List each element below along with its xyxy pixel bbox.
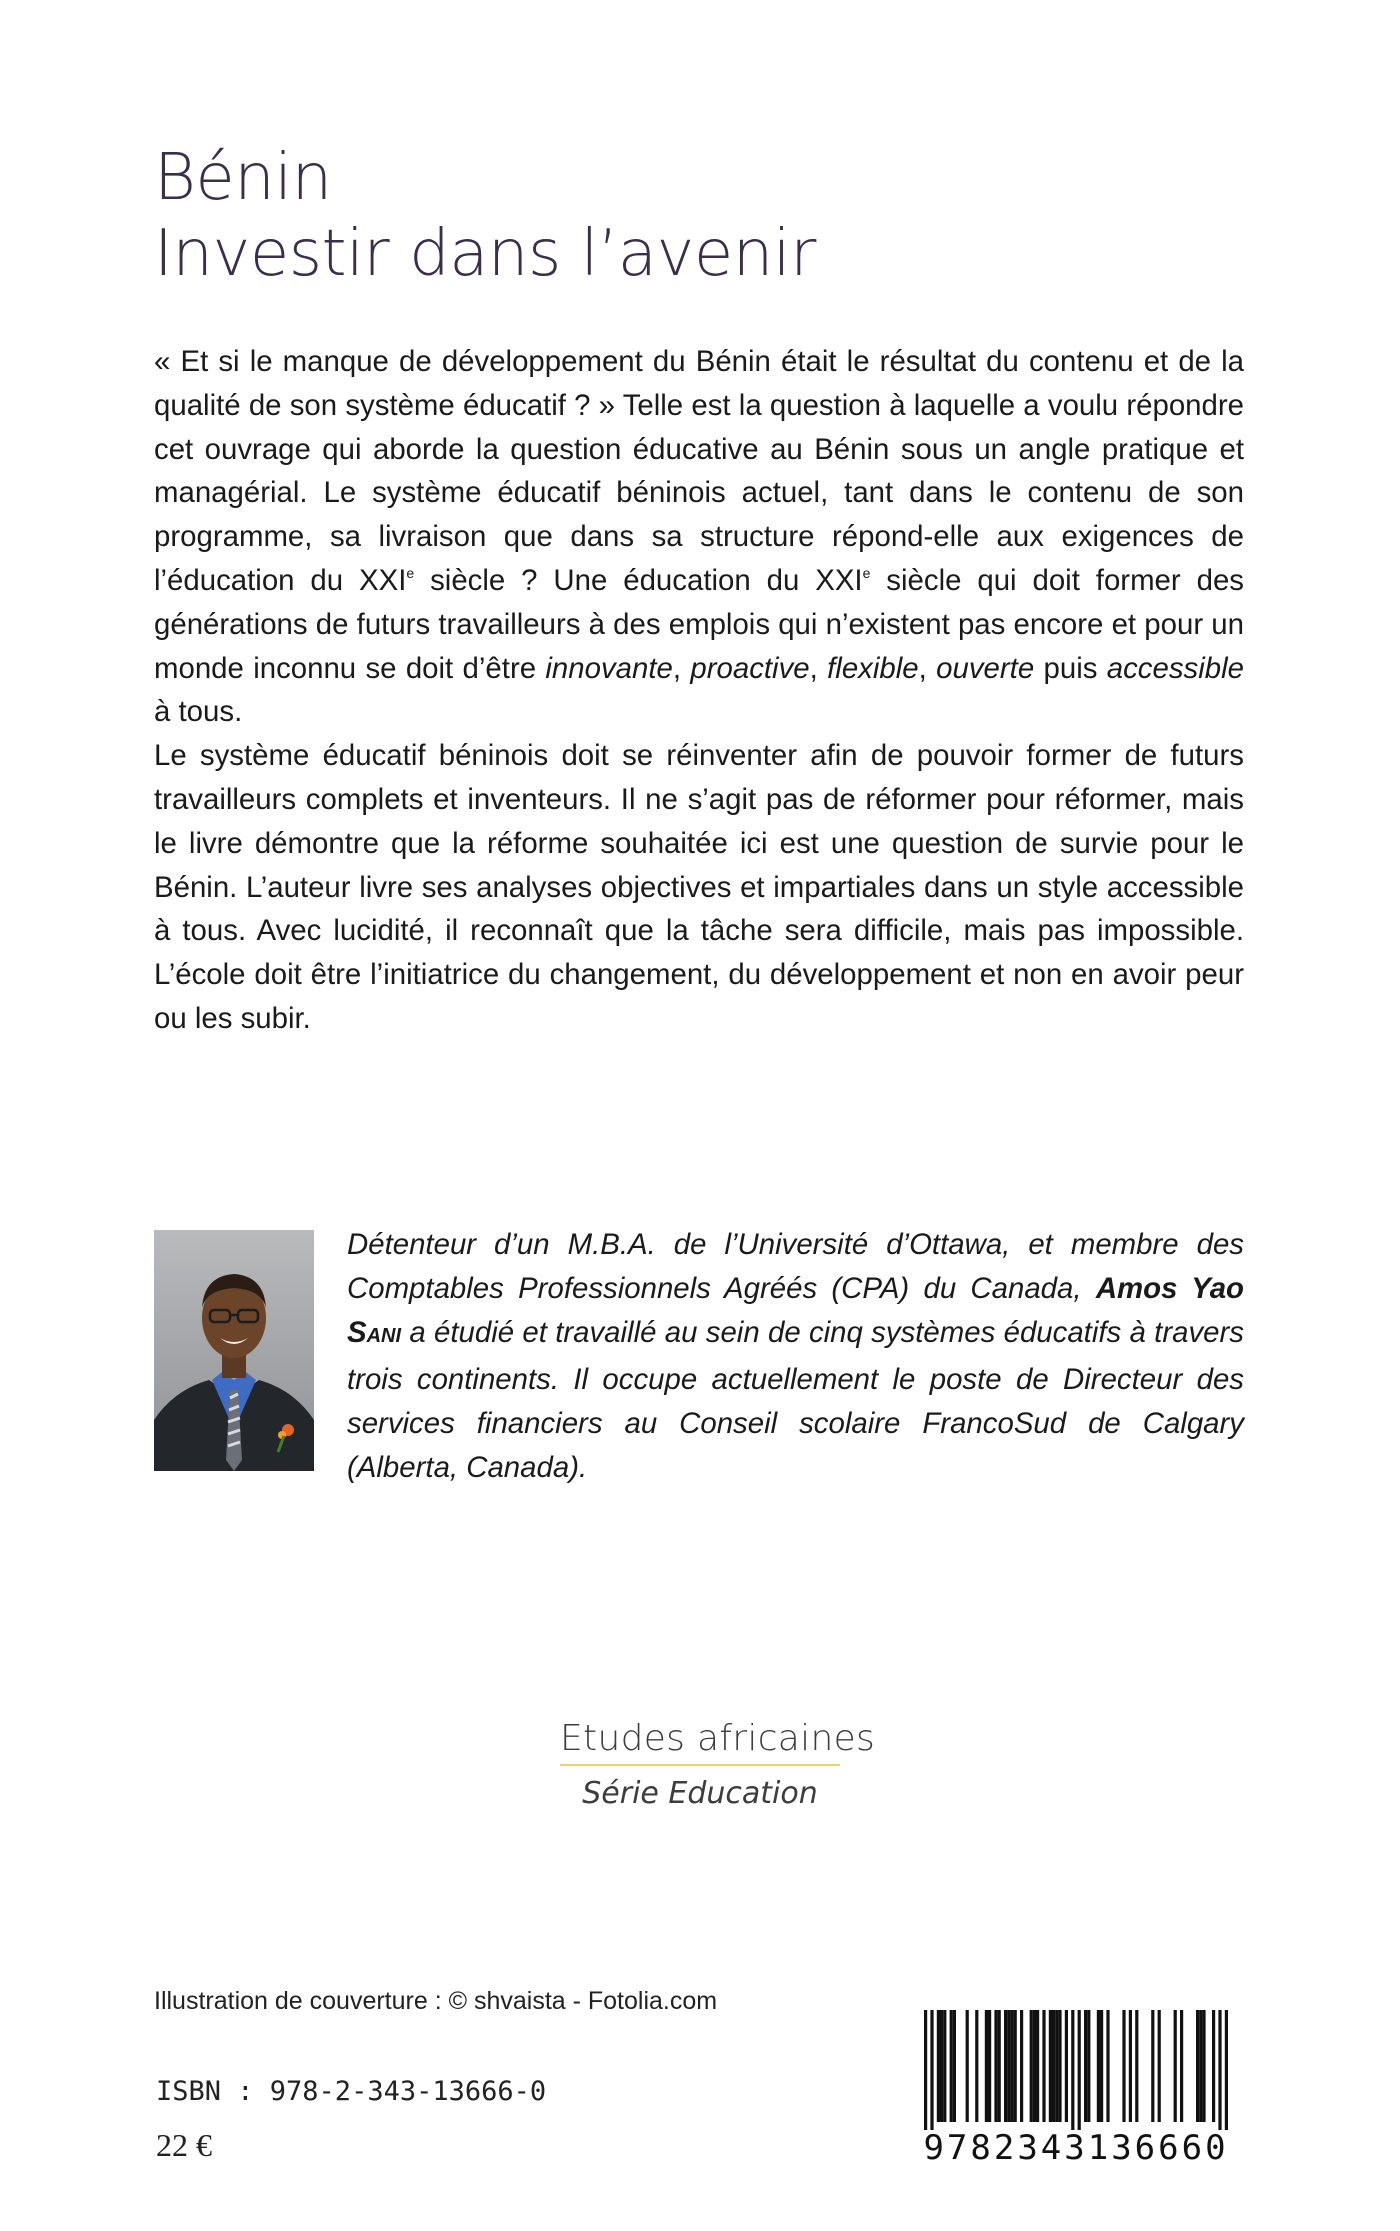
barcode-bar xyxy=(1218,2010,1221,2130)
back-cover-blurb xyxy=(154,340,1244,1041)
blurb-text: à tous. xyxy=(154,695,243,729)
barcode-bar xyxy=(998,2010,1001,2122)
barcode-bar xyxy=(1049,2010,1052,2122)
emphasis: proactive xyxy=(690,651,810,685)
barcode-bar xyxy=(1100,2010,1103,2122)
barcode-bar xyxy=(1052,2010,1055,2122)
series-name: Etudes africaines xyxy=(560,1718,876,1759)
book-title xyxy=(154,140,816,292)
emphasis: accessible xyxy=(1106,651,1244,685)
superscript: e xyxy=(862,564,871,581)
blurb-text: siècle ? Une éducation du XXI xyxy=(414,563,863,597)
author-first-name: Amos Yao xyxy=(1095,1271,1245,1305)
separator: , xyxy=(672,651,691,685)
author-photo xyxy=(154,1230,314,1471)
author-bio xyxy=(347,1223,1244,1490)
series-divider xyxy=(560,1764,840,1766)
barcode-bar xyxy=(1007,2010,1010,2122)
barcode-bar xyxy=(1020,2010,1023,2122)
barcode-bar xyxy=(937,2010,940,2122)
barcode-bar xyxy=(953,2010,956,2122)
series-logo xyxy=(560,1716,876,1814)
blurb-text: siècle qui doit former des générations de futurs travailleurs à des emplois qui n’existent pas encore et pour un monde inconnu se doit d’être xyxy=(154,563,1244,685)
barcode-bar xyxy=(1010,2010,1013,2122)
title-line-2: Investir dans l’avenir xyxy=(154,217,816,291)
title-line-1: Bénin xyxy=(154,141,332,215)
barcode-bar xyxy=(1202,2010,1205,2122)
barcode-bar xyxy=(994,2010,997,2122)
barcode-bar xyxy=(1225,2010,1228,2130)
cover-credit: Illustration de couverture : © shvaista - Fotolia.com xyxy=(154,1987,718,2015)
barcode-bar xyxy=(1014,2010,1017,2122)
author-last-initial: S xyxy=(347,1315,367,1349)
superscript: e xyxy=(406,564,415,581)
separator: , xyxy=(918,651,937,685)
barcode-bar xyxy=(1122,2010,1125,2122)
emphasis: ouverte xyxy=(936,651,1035,685)
bio-text: Détenteur d’un M.B.A. de l’Université d’Ottawa, et membre des Comptables Professionnels Agréés (CPA) du Canada, xyxy=(347,1228,1244,1305)
blurb-text: « Et si le manque de développement du Bénin était le résultat du contenu et de la qualité de son système éducatif ? » Telle est la question à laquelle a voulu répondre cet ouvrage qui aborde la question éducative au Bénin sous un angle pratique et managérial. Le système éducatif béninois actuel, tant dans le contenu de son programme, sa livraison que dans sa structure répond-elle aux exigences de l’éducation du XXI xyxy=(154,345,1244,597)
barcode-bar xyxy=(1174,2010,1177,2122)
barcode-bar xyxy=(1106,2010,1109,2122)
isbn: ISBN : 978-2-343-13666-0 xyxy=(156,2076,547,2107)
barcode-bar xyxy=(950,2010,953,2122)
barcode-digits: 9782343136660 xyxy=(923,2128,1229,2166)
barcode-bar xyxy=(924,2010,927,2130)
barcode-bar xyxy=(1087,2010,1090,2122)
barcode-bar xyxy=(943,2010,946,2122)
barcode-bar xyxy=(1078,2010,1081,2130)
blurb-paragraph-1 xyxy=(154,340,1244,734)
barcode-bar xyxy=(1004,2010,1007,2122)
barcode-bar xyxy=(1135,2010,1138,2122)
barcode-bar xyxy=(1033,2010,1036,2122)
barcode-bar xyxy=(975,2010,978,2122)
blurb-paragraph-2: Le système éducatif béninois doit se réinventer afin de pouvoir former de futurs travailleurs complets et inventeurs. Il ne s’agit pas de réformer pour réformer, mais le livre démontre que la réforme souhaitée ici est une question de survie pour le Bénin. L’auteur livre ses analyses objectives et impartiales dans un style accessible à tous. Avec lucidité, il reconnaît que la tâche sera difficile, mais pas impossible. L’école doit être l’initiatrice du changement, du développement et non en avoir peur ou les subir. xyxy=(154,739,1244,1035)
barcode-bar xyxy=(1158,2010,1161,2122)
barcode-bar xyxy=(1084,2010,1087,2122)
author-last-rest: ANI xyxy=(366,1324,402,1347)
barcode-bar xyxy=(1097,2010,1100,2122)
barcode-bar xyxy=(988,2010,991,2122)
barcode-bar xyxy=(1071,2010,1074,2130)
barcode-bar xyxy=(930,2010,933,2130)
barcode-bar xyxy=(1151,2010,1154,2122)
barcode-bar xyxy=(1030,2010,1033,2122)
barcode-bar xyxy=(1042,2010,1045,2122)
barcode-bar xyxy=(940,2010,943,2122)
barcode-bar xyxy=(985,2010,988,2122)
barcode-bar xyxy=(1212,2010,1215,2122)
emphasis: flexible xyxy=(827,651,919,685)
barcode-bar xyxy=(1199,2010,1202,2122)
blurb-text: puis xyxy=(1034,651,1107,685)
barcode-bar xyxy=(966,2010,969,2122)
barcode-bar xyxy=(1058,2010,1061,2122)
barcode-bar xyxy=(1129,2010,1132,2122)
emphasis: innovante xyxy=(545,651,673,685)
barcode xyxy=(906,2006,1246,2166)
barcode-bar xyxy=(1055,2010,1058,2122)
bio-text: a étudié et travaillé au sein de cinq systèmes éducatifs à travers trois continents. Il occupe actuellement le poste de Directeur des services financiers au Conseil scolaire FrancoSud de Calgary (Alberta, Canada). xyxy=(347,1315,1244,1484)
barcode-bar xyxy=(1036,2010,1039,2122)
barcode-bar xyxy=(1196,2010,1199,2122)
separator: , xyxy=(809,651,828,685)
series-subtitle: Série Education xyxy=(582,1776,818,1811)
barcode-bar xyxy=(1180,2010,1183,2122)
barcode-bar xyxy=(1065,2010,1068,2122)
price: 22 € xyxy=(156,2127,212,2163)
